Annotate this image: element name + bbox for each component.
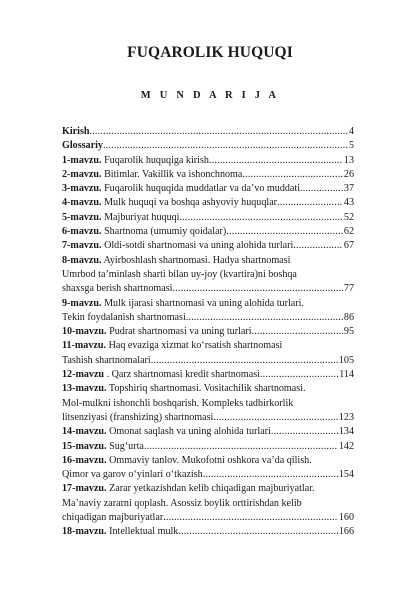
toc-line bbox=[62, 482, 354, 496]
toc-leader-dots bbox=[89, 125, 347, 139]
toc-page-number: 134 bbox=[338, 426, 354, 438]
toc-line bbox=[62, 339, 354, 353]
toc-entry-tail: Qimor va garov o‘yinlari o‘tkazish bbox=[62, 469, 203, 481]
toc-entry-title: Mulk huquqi va boshqa ashyoviy huquqlar bbox=[104, 197, 278, 209]
toc-entry-label: 3-mavzu. bbox=[62, 183, 102, 195]
toc-leader-dots bbox=[103, 139, 348, 153]
toc-entry-text bbox=[62, 340, 282, 351]
toc-entry-title: Intellektual mulk bbox=[109, 526, 179, 538]
toc-line bbox=[62, 382, 354, 396]
toc-entry-title: Ommaviy tanlov. Mukofotni oshkora va’da qilish. bbox=[109, 454, 312, 466]
toc-entry-label: 2-mavzu. bbox=[62, 168, 102, 180]
toc-entry-label: 4-mavzu. bbox=[62, 197, 102, 209]
toc-page-number: 62 bbox=[343, 226, 354, 238]
toc-entry-text bbox=[62, 154, 209, 168]
toc-entry-tail: shaxsga berish shartnomasi bbox=[62, 283, 173, 295]
toc-leader-dots bbox=[300, 182, 343, 196]
toc-entry-label: 8-mavzu. bbox=[62, 254, 102, 266]
toc-entry-tail: litsenziyasi (franshizing) shartnomasi bbox=[62, 411, 214, 423]
toc-entry-text bbox=[62, 325, 252, 339]
toc-entry-text bbox=[62, 525, 178, 539]
toc-entry-title: Pudrat shartnomasi va uning turlari bbox=[109, 326, 252, 338]
toc-entry-label: 9-mavzu. bbox=[62, 297, 102, 309]
toc-line bbox=[62, 211, 354, 225]
toc-page-number: 52 bbox=[343, 211, 354, 223]
toc-line bbox=[62, 411, 354, 425]
toc-leader-dots bbox=[277, 196, 343, 210]
toc-entry-label: 16-mavzu. bbox=[62, 454, 107, 466]
toc-page-number: 105 bbox=[338, 354, 354, 366]
toc-page-number: 95 bbox=[343, 326, 354, 338]
toc-entry bbox=[62, 211, 354, 225]
toc-leader-dots bbox=[178, 525, 338, 539]
toc-entry bbox=[62, 482, 354, 525]
toc-entry-label: 10-mavzu. bbox=[62, 326, 107, 338]
toc-leader-dots bbox=[271, 425, 338, 439]
toc-entry-text bbox=[62, 139, 103, 153]
toc-page-number: 13 bbox=[343, 154, 354, 166]
toc-line bbox=[62, 182, 354, 196]
toc-entry bbox=[62, 325, 354, 339]
toc-heading: M U N D A R I J A bbox=[140, 90, 280, 101]
toc-entry-text bbox=[62, 383, 306, 394]
toc-entry-label: 17-mavzu. bbox=[62, 483, 107, 495]
toc-continuation-line: Mol-mulkni ishonchli boshqarish. Kompleks tadbirkorlik bbox=[62, 397, 294, 409]
toc-entry-text bbox=[62, 255, 290, 266]
toc-entry bbox=[62, 339, 354, 368]
toc-continuation-line: Umrbod ta’minlash sharti bilan uy-joy (kvartira)ni boshqa bbox=[62, 268, 297, 280]
toc-entry-tail: Tashish shartnomalari bbox=[62, 354, 151, 366]
toc-entry-text bbox=[62, 239, 293, 253]
toc-entry bbox=[62, 254, 354, 297]
toc-line bbox=[62, 440, 354, 454]
toc-line bbox=[62, 297, 354, 311]
toc-leader-dots bbox=[260, 368, 338, 382]
toc-page-number: 142 bbox=[338, 440, 354, 452]
toc-line bbox=[62, 311, 354, 325]
toc-leader-dots bbox=[293, 239, 343, 253]
toc-page-number: 166 bbox=[338, 526, 354, 538]
toc-leader-dots bbox=[186, 311, 343, 325]
toc-entry-title: Oldi-sotdi shartnomasi va uning alohida turlari bbox=[104, 240, 294, 252]
toc-entry-label: Kirish bbox=[62, 126, 90, 137]
toc-entry bbox=[62, 154, 354, 168]
toc-entry-label: 7-mavzu. bbox=[62, 240, 102, 252]
toc-entry bbox=[62, 454, 354, 483]
document-title: FUQAROLIK HUQUQI bbox=[127, 44, 293, 61]
toc-line bbox=[62, 196, 354, 210]
toc-entry-title: Sug‘urta bbox=[109, 440, 144, 452]
toc-entry-title: Fuqarolik huquqiga kirish bbox=[104, 154, 209, 166]
toc-leader-dots bbox=[203, 468, 338, 482]
toc-entry-text bbox=[62, 196, 277, 210]
toc-entry-title: Topshiriq shartnomasi. Vositachilik shartnomasi. bbox=[108, 383, 306, 395]
toc-entry-tail: Tekin foydalanish shartnomasi bbox=[62, 311, 186, 323]
toc-page-number: 67 bbox=[343, 240, 354, 252]
toc-entry-text bbox=[62, 168, 242, 182]
toc-line bbox=[62, 368, 354, 382]
toc-leader-dots bbox=[151, 354, 338, 368]
toc-line bbox=[62, 125, 354, 139]
toc-entry-label: 14-mavzu. bbox=[62, 426, 107, 438]
toc-entry-label: 18-mavzu. bbox=[62, 526, 107, 538]
toc-line bbox=[62, 282, 354, 296]
toc-entry-text bbox=[62, 483, 315, 494]
toc-entry-title: Shartnoma (umumiy qoidalar) bbox=[104, 226, 227, 238]
toc-line bbox=[62, 239, 354, 253]
toc-page-number: 77 bbox=[343, 283, 354, 295]
toc-entry-label: 12-mavzu bbox=[62, 369, 105, 381]
toc-entry-text bbox=[62, 368, 260, 382]
toc-page-number: 160 bbox=[338, 512, 354, 524]
toc-entry-text bbox=[62, 182, 300, 196]
toc-entry-text bbox=[62, 455, 312, 466]
toc-entry-title: Fuqarolik huquqida muddatlar va da’vo muddati bbox=[104, 183, 301, 195]
toc-line bbox=[62, 225, 354, 239]
toc-line bbox=[62, 525, 354, 539]
toc-entry-text bbox=[62, 425, 271, 439]
toc-page-number: 37 bbox=[343, 183, 354, 195]
toc-page-number: 43 bbox=[343, 197, 354, 209]
toc-entry-text bbox=[62, 211, 179, 225]
toc-leader-dots bbox=[163, 511, 338, 525]
toc-entry-text bbox=[62, 125, 89, 139]
toc-line bbox=[62, 154, 354, 168]
toc-line bbox=[62, 168, 354, 182]
toc-entry-label: 13-mavzu. bbox=[62, 383, 107, 395]
toc-entry bbox=[62, 297, 354, 326]
toc-leader-dots bbox=[242, 168, 343, 182]
toc-line bbox=[62, 354, 354, 368]
toc-entry-tail: chiqadigan majburiyatlar bbox=[62, 512, 164, 524]
toc-entry-title: Majburiyat huquqi bbox=[104, 211, 180, 223]
toc-line bbox=[62, 425, 354, 439]
table-of-contents bbox=[62, 125, 354, 540]
toc-entry-title: . Qarz shartnomasi kredit shartnomasi bbox=[106, 369, 260, 381]
toc-entry-label: 5-mavzu. bbox=[62, 211, 102, 223]
toc-continuation-line: Ma’naviy zararni qoplash. Asossiz boylik orttirishdan kelib bbox=[62, 497, 302, 509]
toc-leader-dots bbox=[226, 225, 343, 239]
toc-entry-text bbox=[62, 440, 144, 454]
toc-entry-title: Haq evaziga xizmat ko‘rsatish shartnomasi bbox=[108, 340, 283, 352]
toc-entry bbox=[62, 425, 354, 439]
toc-line bbox=[62, 511, 354, 525]
toc-entry-label: 15-mavzu. bbox=[62, 440, 107, 452]
toc-entry bbox=[62, 182, 354, 196]
toc-line bbox=[62, 325, 354, 339]
toc-entry bbox=[62, 168, 354, 182]
toc-entry-title: Mulk ijarasi shartnomasi va uning alohida turlari. bbox=[104, 297, 304, 309]
toc-entry bbox=[62, 368, 354, 382]
toc-page-number: 154 bbox=[338, 469, 354, 481]
toc-entry-label: 1-mavzu. bbox=[62, 154, 102, 166]
toc-leader-dots bbox=[144, 440, 338, 454]
toc-leader-dots bbox=[179, 211, 342, 225]
toc-entry bbox=[62, 125, 354, 139]
toc-page-number: 86 bbox=[343, 311, 354, 323]
toc-page-number: 114 bbox=[339, 369, 354, 381]
toc-line bbox=[62, 254, 354, 268]
toc-leader-dots bbox=[213, 411, 337, 425]
toc-entry bbox=[62, 225, 354, 239]
toc-entry-title: Zarar yetkazishdan kelib chiqadigan majburiyatlar. bbox=[109, 483, 315, 495]
toc-entry bbox=[62, 440, 354, 454]
toc-entry-title: Ayirboshlash shartnomasi. Hadya shartnomasi bbox=[103, 254, 291, 266]
toc-line bbox=[62, 139, 354, 153]
toc-leader-dots bbox=[172, 282, 342, 296]
toc-entry-title: Omonat saqlash va uning alohida turlari bbox=[109, 426, 271, 438]
toc-entry bbox=[62, 196, 354, 210]
toc-entry-label: 11-mavzu. bbox=[62, 340, 107, 352]
toc-entry-title: Bitimlar. Vakillik va ishonchnoma bbox=[104, 168, 243, 180]
toc-entry bbox=[62, 382, 354, 425]
toc-line bbox=[62, 454, 354, 468]
toc-line bbox=[62, 468, 354, 482]
toc-entry-label: 6-mavzu. bbox=[62, 226, 102, 238]
toc-entry bbox=[62, 139, 354, 153]
toc-page-number: 26 bbox=[343, 168, 354, 180]
toc-page-number: 123 bbox=[338, 411, 354, 423]
toc-leader-dots bbox=[252, 325, 343, 339]
toc-entry bbox=[62, 525, 354, 539]
toc-entry-text bbox=[62, 298, 304, 309]
toc-entry bbox=[62, 239, 354, 253]
toc-page-number: 4 bbox=[348, 126, 354, 137]
toc-leader-dots bbox=[209, 154, 343, 168]
toc-entry-text bbox=[62, 225, 226, 239]
toc-page-number: 5 bbox=[348, 140, 354, 152]
toc-entry-label: Glossariy bbox=[62, 140, 103, 152]
